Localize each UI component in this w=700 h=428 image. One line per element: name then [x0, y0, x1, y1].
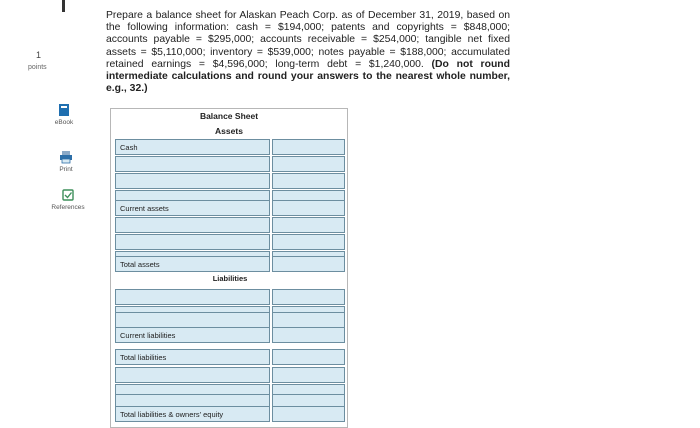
row-label-input[interactable] [115, 312, 270, 328]
table-row [115, 200, 345, 216]
references-icon [61, 188, 75, 202]
references-button[interactable] [40, 188, 96, 211]
table-row [115, 173, 345, 189]
table-row [115, 289, 345, 305]
question-number: 1 [36, 50, 42, 60]
prompt-instruction: (Do not round intermediate calculations and round your answers to the nearest whole number, e.g., 32.) [106, 58, 510, 95]
print-button[interactable] [38, 150, 94, 173]
row-label-input[interactable]: Total assets [115, 256, 270, 272]
table-row [115, 406, 345, 422]
row-value-input[interactable] [272, 200, 345, 216]
liabilities-heading: Liabilities [212, 274, 248, 283]
row-value-input[interactable] [272, 139, 345, 155]
row-label-input[interactable]: Total liabilities & owners' equity [115, 406, 270, 422]
question-prompt [106, 10, 510, 95]
row-value-input[interactable] [272, 367, 345, 383]
row-label-input[interactable]: Total liabilities [115, 349, 270, 365]
row-label-input[interactable] [115, 173, 270, 189]
assets-heading: Assets [215, 126, 243, 136]
top-marker [62, 0, 65, 12]
table-row [115, 312, 345, 328]
table-row [115, 217, 345, 233]
table-row [115, 156, 345, 172]
prompt-text: Prepare a balance sheet for Alaskan Peach Corp. as of December 31, 2019, based on the following information: cash = $194,000; patents and copyrights = $848,000; accounts payable = $295,000; accounts receivable = $254,000; tangible net fixed assets = $5,110,000; inventory = $539,000; notes payable = $188,000; accumulated retained earnings = $4,596,000; long-term debt = $1,240,000. [106, 10, 510, 70]
balance-sheet-title: Balance Sheet [199, 111, 259, 121]
table-row [115, 367, 345, 383]
table-row [115, 234, 345, 250]
ebook-button[interactable] [36, 103, 92, 126]
balance-sheet-table [110, 108, 348, 428]
table-row [115, 327, 345, 343]
print-label: Print [59, 166, 73, 173]
row-label-input[interactable]: Current liabilities [115, 327, 270, 343]
row-value-input[interactable] [272, 256, 345, 272]
row-label-input[interactable] [115, 289, 270, 305]
row-value-input[interactable] [272, 406, 345, 422]
row-value-input[interactable] [272, 234, 345, 250]
table-row [115, 349, 345, 365]
row-value-input[interactable] [272, 156, 345, 172]
row-label-input[interactable] [115, 156, 270, 172]
table-row [115, 256, 345, 272]
row-value-input[interactable] [272, 173, 345, 189]
references-label: References [51, 204, 85, 211]
row-label-input[interactable] [115, 234, 270, 250]
row-label-input[interactable]: Current assets [115, 200, 270, 216]
row-value-input[interactable] [272, 217, 345, 233]
print-icon [59, 150, 73, 164]
row-value-input[interactable] [272, 327, 345, 343]
points-label: points [28, 64, 47, 71]
row-label-input[interactable]: Cash [115, 139, 270, 155]
row-value-input[interactable] [272, 289, 345, 305]
row-value-input[interactable] [272, 312, 345, 328]
ebook-label: eBook [54, 119, 74, 126]
table-row [115, 139, 345, 155]
row-label-input[interactable] [115, 217, 270, 233]
row-value-input[interactable] [272, 349, 345, 365]
row-label-input[interactable] [115, 367, 270, 383]
ebook-icon [57, 103, 71, 117]
